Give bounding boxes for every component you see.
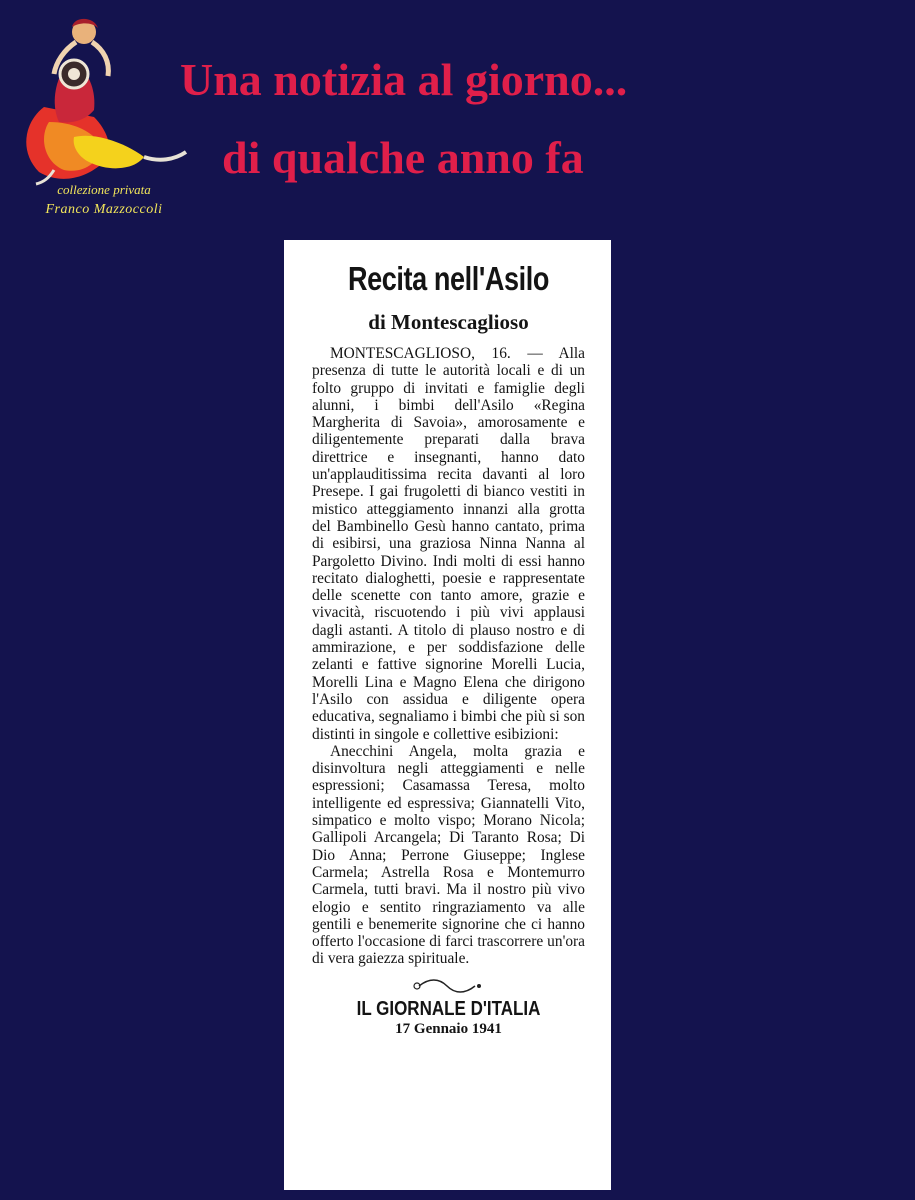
newspaper-name: IL GIORNALE D'ITALIA	[356, 997, 541, 1020]
article-title: Recita nell'Asilo	[348, 260, 549, 297]
article-subtitle: di Montescaglioso	[368, 310, 529, 334]
article-paragraph: MONTESCAGLIOSO, 16. — Alla presenza di tutte le autorità locali e di un folto gruppo di invitati e famiglie degli alunni, i bimbi dell'Asilo «Regina Margherita di Savoia», amorosamente e diligentemente preparati dalla brava direttrice e insegnanti, hanno dato un'applauditissima recita davanti al loro Presepe. I gai frugoletti di bianco vestiti in mistico atteggiamento innanzi alla grotta del Bambinello Gesù hanno cantato, prima di esibirsi, una graziosa Ninna Nanna al Pargoletto Divino. Indi molti di essi hanno recitato dialoghetti, poesie e rappresentate delle scenette con tanto amore, grazie e vivacità, riscuotendo i più vivi applausi dagli astanti. A titolo di plauso nostro e di ammirazione, e per soddisfazione delle zelanti e fattive signorine Morelli Lucia, Morelli Lina e Magno Elena che dirigono l'Asilo con assidua e diligente opera educativa, segnaliamo i bimbi che più si son distinti in singole e collettive esibizioni:	[312, 345, 585, 743]
flourish-ornament-icon	[312, 976, 585, 996]
newspaper-clipping	[284, 240, 611, 1190]
article-paragraph: Anecchini Angela, molta grazia e disinvoltura negli atteggiamenti e nelle espressioni; Casamassa Teresa, molto intelligente ed espressiva; Giannatelli Vito, simpatico e molto vispo; Morano Nicola; Gallipoli Arcangela; Di Taranto Rosa; Di Dio Anna; Perrone Giuseppe; Inglese Carmela; Astrella Rosa e Montemurro Carmela, tutti bravi. Ma il nostro più vivo elogio e sentito ringraziamento va alle gentili e benemerite signorine che ci hanno offerto l'occasione di farci trascorrere un'ora di vera gaiezza spirituale.	[312, 742, 585, 968]
publication-date: 17 Gennaio 1941	[395, 1020, 502, 1037]
headline-line-1: Una notizia al giorno...	[180, 54, 628, 105]
dancer-illustration-icon	[14, 12, 194, 187]
logo-caption-collection: collezione privata	[57, 182, 151, 197]
collection-logo	[14, 12, 194, 227]
article-body	[312, 345, 585, 968]
logo-caption-owner: Franco Mazzoccoli	[45, 202, 163, 217]
headline-line-2: di qualche anno fa	[222, 132, 584, 183]
